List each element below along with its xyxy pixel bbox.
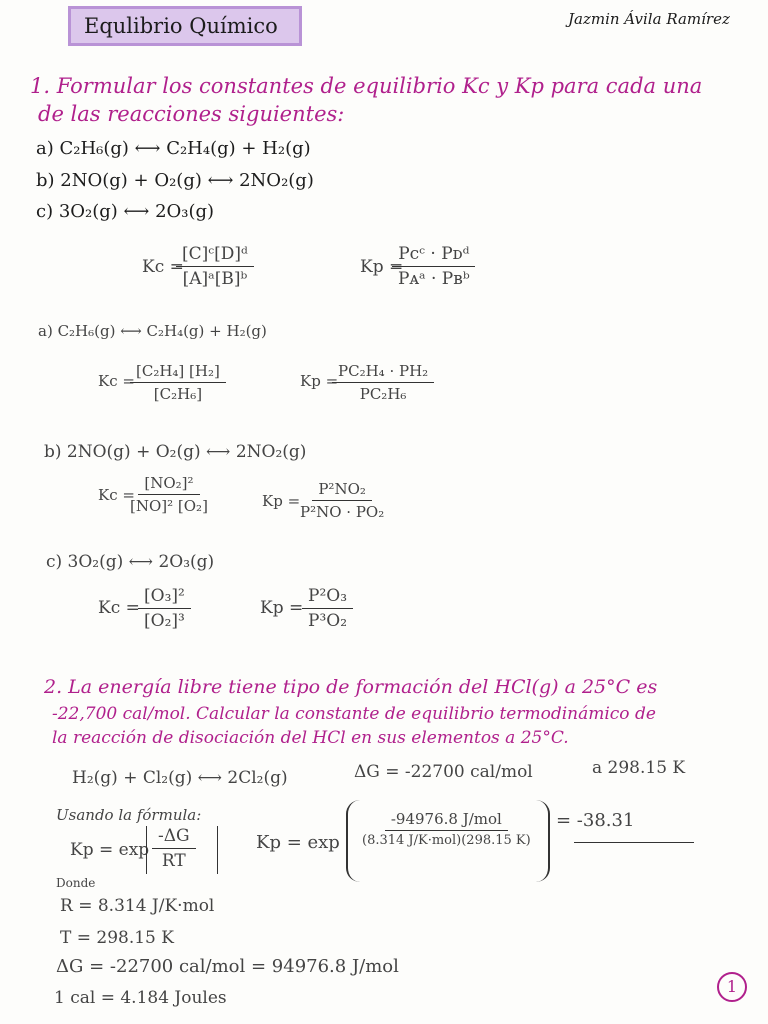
q2-calc-denominator: (8.314 J/K·mol)(298.15 K): [362, 833, 531, 848]
q1-a-kp-label: Kp =: [300, 372, 339, 390]
q1-c-kp-fraction: [302, 586, 353, 631]
q1-c-kc-denominator: [O₂]³: [144, 611, 185, 631]
q2-t-value: T = 298.15 K: [60, 928, 174, 948]
q2-dg-value: ΔG = -22700 cal/mol = 94976.8 J/mol: [56, 956, 399, 977]
q1-reaction-c: c) 3O₂(g) ⟷ 2O₃(g): [36, 201, 215, 222]
general-kc-label: Kc =: [142, 257, 184, 277]
q2-reaction: H₂(g) + Cl₂(g) ⟷ 2Cl₂(g): [72, 768, 288, 788]
q2-prompt-line1: 2. La energía libre tiene tipo de formación del HCl(g) a 25°C es: [44, 676, 658, 698]
q1-c-kc-numerator: [O₃]²: [138, 586, 191, 609]
q1-c-kp-denominator: P³O₂: [308, 611, 348, 631]
q1-prompt-line2: de las reacciones siguientes:: [38, 102, 345, 126]
q2-formula-denominator: RT: [161, 851, 186, 871]
q1-b-kp-fraction: [294, 480, 390, 521]
q1-b-kc-denominator: [NO]² [O₂]: [130, 497, 208, 515]
page-title: Equlibrio Químico: [84, 14, 278, 38]
q1-b-kp-label: Kp =: [262, 492, 301, 510]
q1-a-kc-numerator: [C₂H₄] [H₂]: [130, 362, 226, 383]
general-kp-numerator: Pcᶜ · Pᴅᵈ: [392, 244, 475, 267]
q1-c-reaction: c) 3O₂(g) ⟷ 2O₃(g): [46, 552, 215, 572]
q1-a-kc-label: Kc =: [98, 372, 135, 390]
q2-temperature: a 298.15 K: [592, 758, 686, 778]
q2-delta-g: ΔG = -22700 cal/mol: [354, 762, 533, 782]
q2-usando-formula: Usando la fórmula:: [56, 806, 202, 824]
q1-b-kc-label: Kc =: [98, 486, 135, 504]
q1-b-kp-numerator: P²NO₂: [312, 480, 372, 501]
general-kp-fraction: [392, 244, 476, 289]
q1-prompt-line1: 1. Formular los constantes de equilibrio Kc y Kp para cada una: [30, 74, 703, 98]
q2-calc-numerator: -94976.8 J/mol: [385, 810, 508, 831]
q2-r-value: R = 8.314 J/K·mol: [60, 896, 215, 916]
q1-b-kp-denominator: P²NO · PO₂: [300, 503, 385, 521]
q1-c-kc-fraction: [138, 586, 191, 631]
general-kp-denominator: Pᴀᵃ · Pʙᵇ: [398, 269, 470, 289]
q2-formula-label: Kp = exp: [70, 840, 150, 860]
general-kc-fraction: [176, 244, 254, 289]
q1-a-kp-fraction: [332, 362, 434, 403]
q2-calc-fraction: [356, 810, 537, 848]
author-name: Jazmin Ávila Ramírez: [568, 10, 730, 28]
page-number: 1: [717, 972, 747, 1002]
q2-formula-fraction: [152, 826, 196, 871]
q1-a-kc-fraction: [130, 362, 226, 403]
q1-b-kc-numerator: [NO₂]²: [138, 474, 199, 495]
q2-conversion: 1 cal = 4.184 Joules: [54, 988, 227, 1008]
q1-reaction-a: a) C₂H₆(g) ⟷ C₂H₄(g) + H₂(g): [36, 138, 311, 159]
q1-a-kc-denominator: [C₂H₆]: [153, 385, 203, 403]
q1-c-kp-numerator: P²O₃: [302, 586, 353, 609]
q1-b-kc-fraction: [124, 474, 214, 515]
general-kc-numerator: [C]ᶜ[D]ᵈ: [176, 244, 254, 267]
q2-result-underline: [574, 842, 694, 843]
general-kp-label: Kp =: [360, 257, 404, 277]
q2-prompt-line3: la reacción de disociación del HCl en sus elementos a 25°C.: [52, 728, 569, 748]
q1-b-reaction: b) 2NO(g) + O₂(g) ⟷ 2NO₂(g): [44, 442, 307, 462]
q2-calc-label: Kp = exp: [256, 832, 340, 853]
q2-formula-numerator: -ΔG: [152, 826, 196, 849]
q1-c-kc-label: Kc =: [98, 598, 140, 618]
q1-c-kp-label: Kp =: [260, 598, 304, 618]
general-kc-denominator: [A]ᵃ[B]ᵇ: [182, 269, 248, 289]
q1-a-kp-numerator: PC₂H₄ · PH₂: [332, 362, 434, 383]
q1-a-reaction: a) C₂H₆(g) ⟷ C₂H₄(g) + H₂(g): [38, 322, 267, 340]
q2-result: = -38.31: [556, 810, 635, 831]
q1-reaction-b: b) 2NO(g) + O₂(g) ⟷ 2NO₂(g): [36, 170, 314, 191]
q1-a-kp-denominator: PC₂H₆: [359, 385, 407, 403]
q2-prompt-line2: -22,700 cal/mol. Calcular la constante de equilibrio termodinámico de: [52, 704, 656, 724]
q2-donde: Donde: [56, 876, 96, 890]
